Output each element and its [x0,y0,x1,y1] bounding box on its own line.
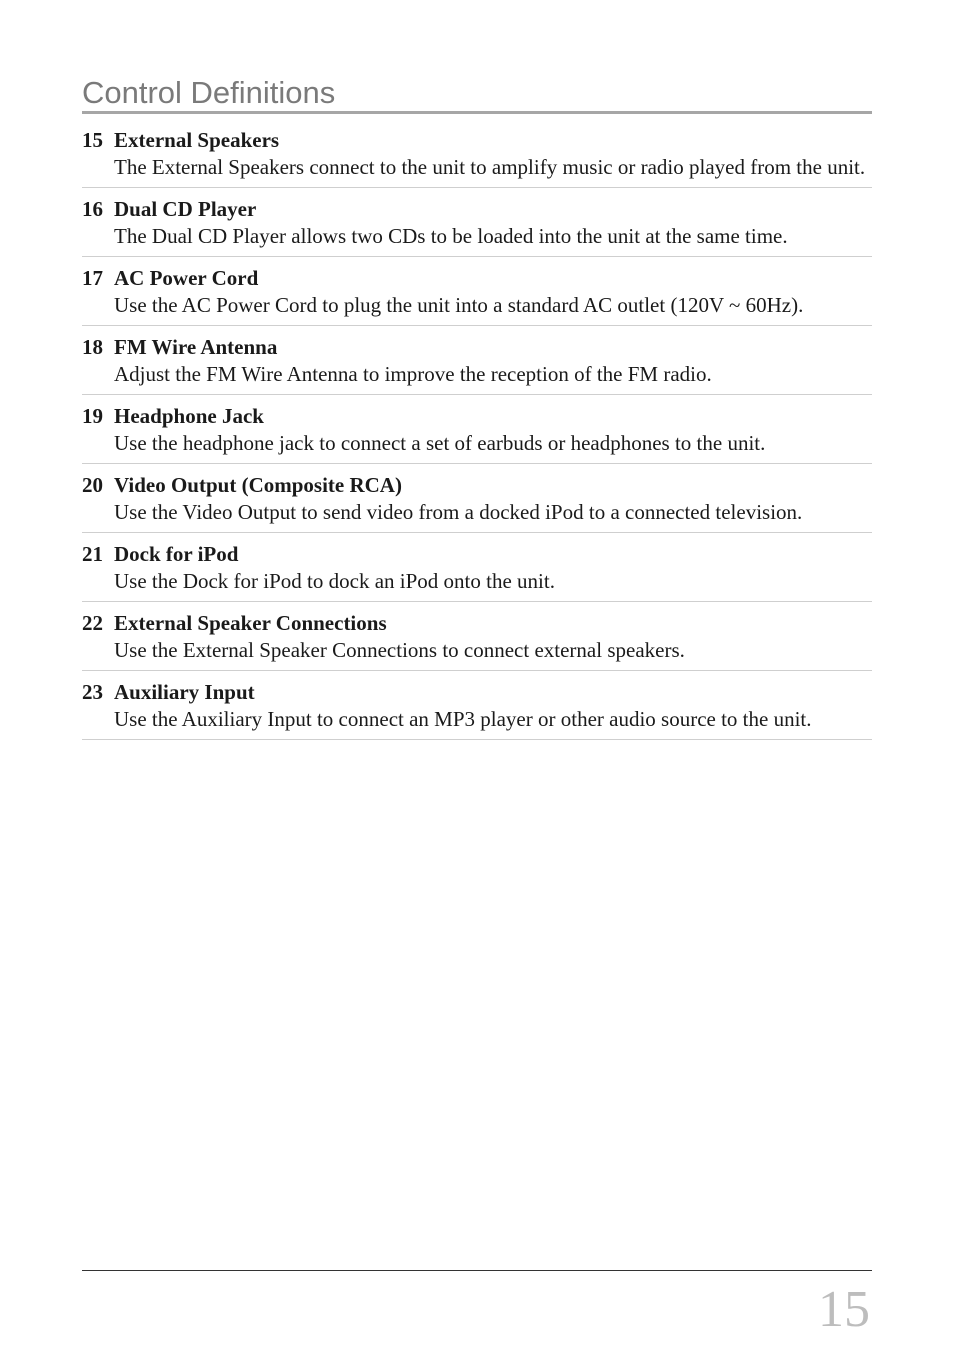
item-title: External Speaker Connections [114,611,387,635]
item-title: Headphone Jack [114,404,264,428]
item-title: Video Output (Composite RCA) [114,473,402,497]
list-item [82,471,872,533]
item-heading [82,403,872,430]
item-number: 17 [82,266,103,290]
item-heading [82,541,872,568]
page-title: Control Definitions [82,75,336,110]
item-number: 19 [82,404,103,428]
item-description: Use the Dock for iPod to dock an iPod onto the unit. [114,569,555,593]
item-heading [82,196,872,223]
item-heading [82,265,872,292]
list-item [82,264,872,326]
item-title: Dual CD Player [114,197,257,221]
item-number: 23 [82,680,103,704]
list-item [82,540,872,602]
item-description: Use the Video Output to send video from a docked iPod to a connected television. [114,500,803,524]
list-item [82,195,872,257]
item-heading [82,610,872,637]
item-heading [82,472,872,499]
item-heading [82,334,872,361]
list-item [82,678,872,740]
list-item [82,126,872,188]
item-title: AC Power Cord [114,266,259,290]
item-description: Use the External Speaker Connections to connect external speakers. [114,638,685,662]
item-number: 18 [82,335,103,359]
item-description: Use the Auxiliary Input to connect an MP3 player or other audio source to the unit. [114,707,812,731]
item-heading [82,679,872,706]
item-description: The Dual CD Player allows two CDs to be loaded into the unit at the same time. [114,224,788,248]
list-item [82,609,872,671]
item-title: Auxiliary Input [114,680,255,704]
list-item [82,402,872,464]
item-heading [82,127,872,154]
control-definitions-list [82,126,872,747]
footer-divider [82,1270,872,1271]
item-description: The External Speakers connect to the unit to amplify music or radio played from the unit. [114,155,866,179]
item-number: 21 [82,542,103,566]
item-description: Use the headphone jack to connect a set of earbuds or headphones to the unit. [114,431,766,455]
item-title: Dock for iPod [114,542,239,566]
title-divider [82,111,872,114]
item-number: 20 [82,473,103,497]
item-description: Use the AC Power Cord to plug the unit into a standard AC outlet (120V ~ 60Hz). [114,293,804,317]
item-number: 15 [82,128,103,152]
item-title: FM Wire Antenna [114,335,278,359]
item-number: 16 [82,197,103,221]
item-description: Adjust the FM Wire Antenna to improve the reception of the FM radio. [114,362,712,386]
page-number: 15 [818,1281,870,1338]
item-title: External Speakers [114,128,280,152]
item-number: 22 [82,611,103,635]
list-item [82,333,872,395]
